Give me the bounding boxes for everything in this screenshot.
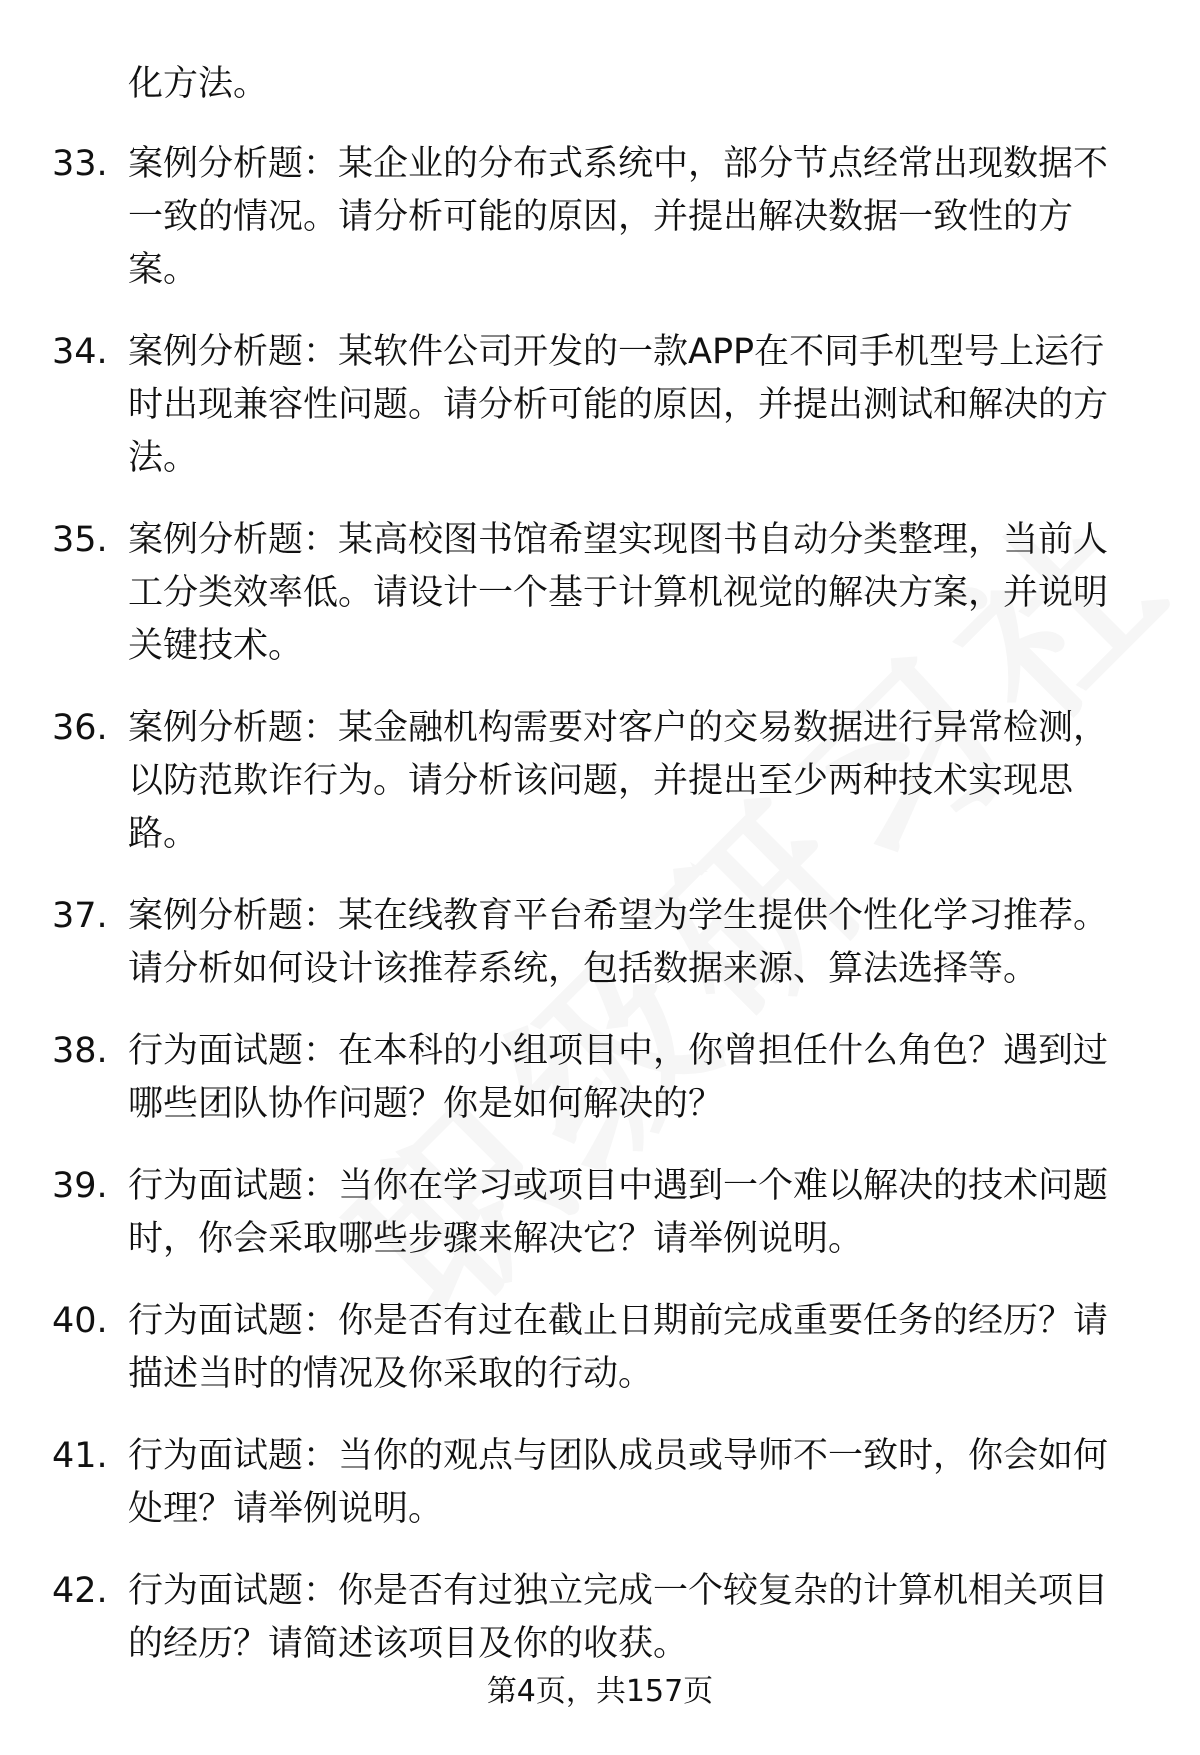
question-item — [0, 890, 1200, 996]
question-text-line: 关键技术。 — [128, 626, 304, 666]
question-number: 39. — [52, 1166, 108, 1206]
question-text — [128, 1025, 1144, 1131]
question-item — [0, 1565, 1200, 1671]
question-item — [0, 514, 1200, 673]
question-text-line: 案例分析题：某软件公司开发的一款APP在不同手机型号上运行 — [128, 332, 1105, 372]
question-text-line: 行为面试题：你是否有过独立完成一个较复杂的计算机相关项目 — [128, 1571, 1109, 1611]
question-text-line: 时出现兼容性问题。请分析可能的原因，并提出测试和解决的方 — [128, 385, 1109, 425]
question-text-line: 处理？请举例说明。 — [128, 1489, 444, 1529]
question-item — [0, 702, 1200, 861]
question-text-line: 描述当时的情况及你采取的行动。 — [128, 1354, 654, 1394]
question-text-line: 案例分析题：某企业的分布式系统中，部分节点经常出现数据不 — [128, 144, 1109, 184]
question-number: 37. — [52, 896, 108, 936]
question-text — [128, 702, 1144, 861]
question-text — [128, 1160, 1144, 1266]
question-number: 38. — [52, 1031, 108, 1071]
question-text-line: 行为面试题：你是否有过在截止日期前完成重要任务的经历？请 — [128, 1301, 1109, 1341]
question-text-line: 行为面试题：在本科的小组项目中，你曾担任什么角色？遇到过 — [128, 1031, 1109, 1071]
question-text-line: 案。 — [128, 250, 199, 290]
question-text-line: 行为面试题：当你在学习或项目中遇到一个难以解决的技术问题 — [128, 1166, 1109, 1206]
question-text-line: 法。 — [128, 438, 199, 478]
question-text-line: 哪些团队协作问题？你是如何解决的？ — [128, 1084, 724, 1124]
continued-text: 化方法。 — [128, 64, 269, 104]
question-text-line: 案例分析题：某高校图书馆希望实现图书自动分类整理，当前人 — [128, 520, 1109, 560]
question-text-line: 的经历？请简述该项目及你的收获。 — [128, 1624, 689, 1664]
question-text — [128, 1565, 1144, 1671]
question-number: 34. — [52, 332, 108, 372]
question-item — [0, 1025, 1200, 1131]
question-text — [128, 1295, 1144, 1401]
question-number: 35. — [52, 520, 108, 560]
question-text-line: 时，你会采取哪些步骤来解决它？请举例说明。 — [128, 1219, 864, 1259]
question-text-line: 请分析如何设计该推荐系统，包括数据来源、算法选择等。 — [128, 949, 1039, 989]
question-text-line: 以防范欺诈行为。请分析该问题，并提出至少两种技术实现思 — [128, 761, 1074, 801]
page-footer: 第4页，共157页 — [486, 1674, 714, 1709]
question-number: 33. — [52, 144, 108, 184]
question-number: 42. — [52, 1571, 108, 1611]
question-text-line: 行为面试题：当你的观点与团队成员或导师不一致时，你会如何 — [128, 1436, 1109, 1476]
question-text-line: 路。 — [128, 814, 199, 854]
question-item — [0, 1160, 1200, 1266]
question-text-line: 案例分析题：某在线教育平台希望为学生提供个性化学习推荐。 — [128, 896, 1109, 936]
question-text-line: 案例分析题：某金融机构需要对客户的交易数据进行异常检测， — [128, 708, 1109, 748]
question-number: 40. — [52, 1301, 108, 1341]
question-text — [128, 890, 1144, 996]
question-item — [0, 326, 1200, 485]
question-text-line: 工分类效率低。请设计一个基于计算机视觉的解决方案，并说明 — [128, 573, 1109, 613]
question-item — [0, 1430, 1200, 1536]
question-text — [128, 138, 1144, 297]
question-number: 36. — [52, 708, 108, 748]
question-item — [0, 138, 1200, 297]
question-text — [128, 514, 1144, 673]
question-text — [128, 326, 1144, 485]
question-text — [128, 1430, 1144, 1536]
question-list — [0, 138, 1200, 1700]
question-number: 41. — [52, 1436, 108, 1476]
question-item — [0, 1295, 1200, 1401]
question-text-line: 一致的情况。请分析可能的原因，并提出解决数据一致性的方 — [128, 197, 1074, 237]
